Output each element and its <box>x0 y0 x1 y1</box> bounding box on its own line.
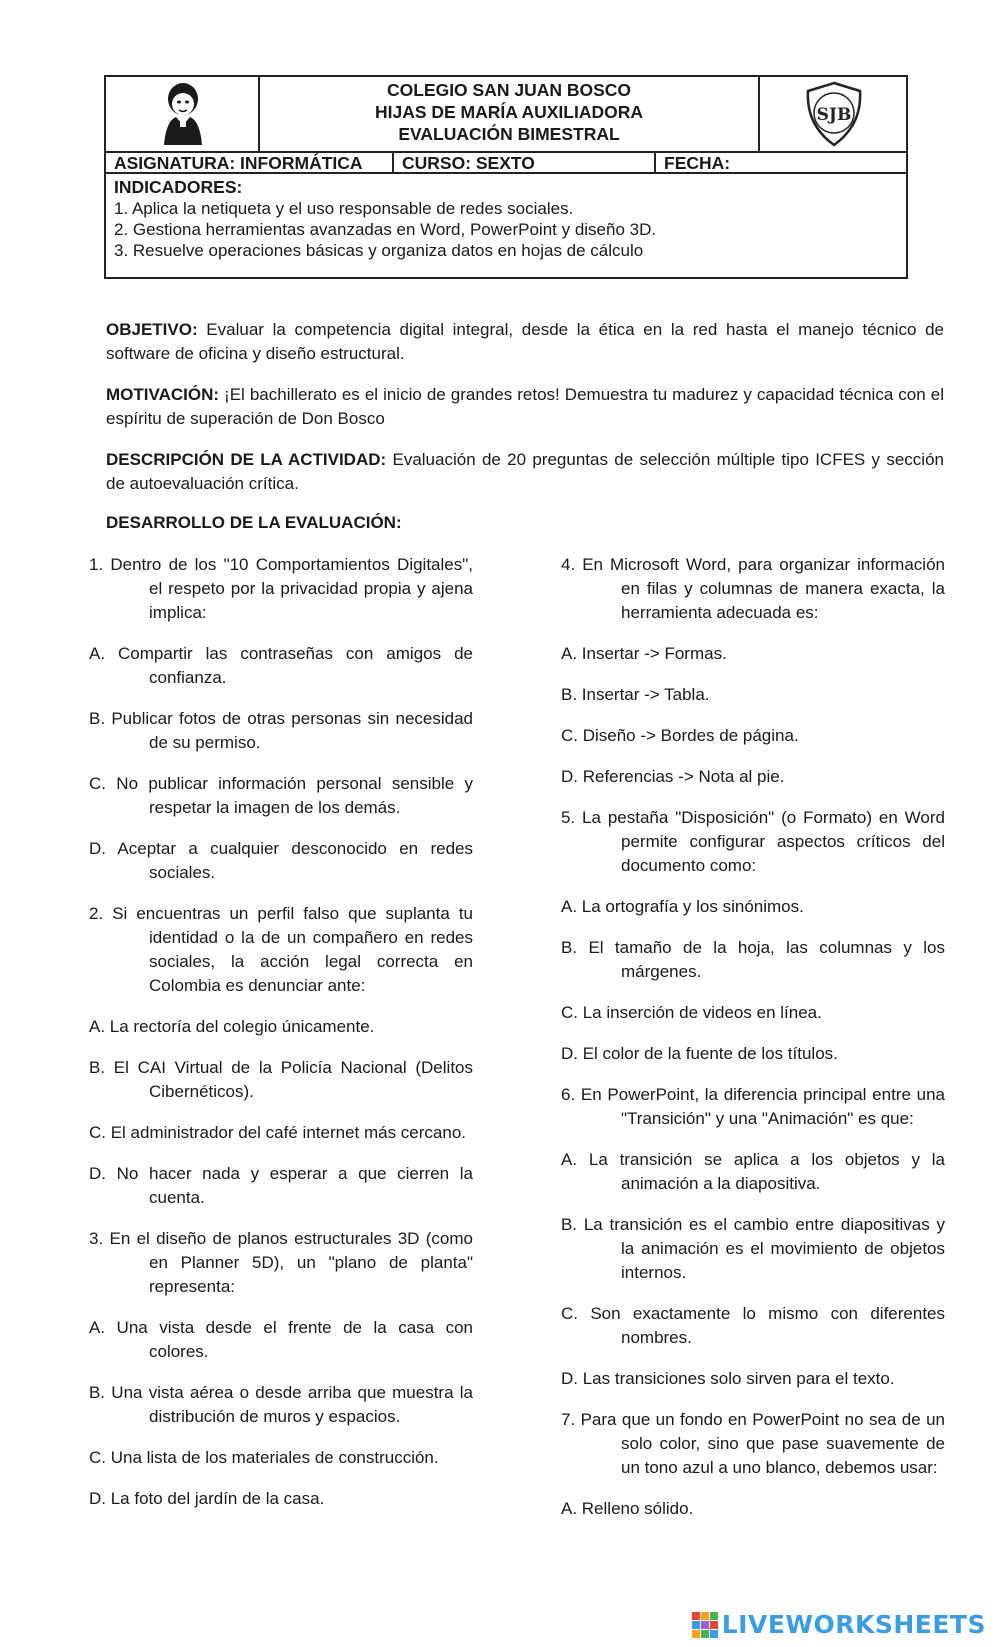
brand-block <box>692 1630 700 1638</box>
subject-cell: ASIGNATURA: INFORMÁTICA <box>114 153 363 173</box>
indicators-block <box>114 177 656 261</box>
indicators-label: INDICADORES: <box>114 177 243 197</box>
founder-portrait-cell <box>106 77 260 151</box>
answer-option[interactable]: D. Las transiciones solo sirven para el texto. <box>561 1369 895 1388</box>
left-question-column <box>89 553 473 1528</box>
answer-option[interactable]: D. La foto del jardín de la casa. <box>89 1489 325 1508</box>
answer-option[interactable]: B. Insertar -> Tabla. <box>561 685 710 704</box>
question-stem: 3. En el diseño de planos estructurales 3D (como en Planner 5D), un "plano de planta" representa: <box>89 1229 473 1296</box>
school-seal-icon <box>760 77 908 151</box>
header-table <box>104 75 908 279</box>
brand-block <box>692 1621 700 1629</box>
header-titles <box>260 79 758 145</box>
indicator-item: 1. Aplica la netiqueta y el uso responsable de redes sociales. <box>114 199 574 218</box>
brand-block <box>710 1612 718 1620</box>
indicator-item: 3. Resuelve operaciones básicas y organiza datos en hojas de cálculo <box>114 241 644 260</box>
description-paragraph <box>106 448 944 496</box>
answer-option[interactable]: C. La inserción de videos en línea. <box>561 1003 822 1022</box>
answer-option[interactable]: D. Referencias -> Nota al pie. <box>561 767 785 786</box>
brand-block <box>710 1630 718 1638</box>
answer-option[interactable]: B. La transición es el cambio entre diapositivas y la animación es el movimiento de objetos internos. <box>561 1215 945 1282</box>
brand-block <box>710 1621 718 1629</box>
header-top-row <box>106 77 906 153</box>
congregation-name: HIJAS DE MARÍA AUXILIADORA <box>374 102 644 122</box>
cell-divider <box>392 153 394 172</box>
answer-option[interactable]: A. Una vista desde el frente de la casa con colores. <box>89 1318 473 1361</box>
answer-option[interactable]: C. Son exactamente lo mismo con diferentes nombres. <box>561 1304 945 1347</box>
motivation-text: ¡El bachillerato es el inicio de grandes retos! Demuestra tu madurez y capacidad técnica con el espíritu de superación de Don Bosco <box>106 385 944 428</box>
question-stem: 1. Dentro de los "10 Comportamientos Digitales", el respeto por la privacidad propia y ajena implica: <box>89 555 473 622</box>
objective-label: OBJETIVO: <box>106 320 198 339</box>
date-cell: FECHA: <box>664 153 731 173</box>
answer-option[interactable]: A. La transición se aplica a los objetos y la animación a la diapositiva. <box>561 1150 945 1193</box>
answer-option[interactable]: B. El tamaño de la hoja, las columnas y los márgenes. <box>561 938 945 981</box>
school-name: COLEGIO SAN JUAN BOSCO <box>386 80 632 100</box>
grade-cell: CURSO: SEXTO <box>402 153 535 173</box>
objective-paragraph <box>106 318 944 366</box>
question-stem: 6. En PowerPoint, la diferencia principal entre una "Transición" y una "Animación" es que: <box>561 1085 945 1128</box>
brand-block <box>701 1630 709 1638</box>
description-label: DESCRIPCIÓN DE LA ACTIVIDAD: <box>106 450 387 469</box>
answer-option[interactable]: A. La rectoría del colegio únicamente. <box>89 1017 375 1036</box>
answer-option[interactable]: C. Diseño -> Bordes de página. <box>561 726 799 745</box>
brand-block <box>701 1612 709 1620</box>
indicator-item: 2. Gestiona herramientas avanzadas en Word, PowerPoint y diseño 3D. <box>114 220 657 239</box>
answer-option[interactable]: C. No publicar información personal sensible y respetar la imagen de los demás. <box>89 774 473 817</box>
answer-option[interactable]: B. Publicar fotos de otras personas sin necesidad de su permiso. <box>89 709 473 752</box>
answer-option[interactable]: D. Aceptar a cualquier desconocido en redes sociales. <box>89 839 473 882</box>
answer-option[interactable]: A. La ortografía y los sinónimos. <box>561 897 804 916</box>
brand-logo-icon <box>692 1612 718 1638</box>
seal-letters: SJB <box>816 105 852 125</box>
motivation-label: MOTIVACIÓN: <box>106 385 220 404</box>
school-seal-cell <box>758 77 906 151</box>
question-stem: 2. Si encuentras un perfil falso que suplanta tu identidad o la de un compañero en redes sociales, la acción legal correcta en Colombia es denunciar ante: <box>89 904 473 995</box>
brand-block <box>701 1621 709 1629</box>
exam-type: EVALUACIÓN BIMESTRAL <box>398 124 620 144</box>
answer-option[interactable]: A. Relleno sólido. <box>561 1499 694 1518</box>
question-stem: 7. Para que un fondo en PowerPoint no sea de un solo color, sino que pase suavemente de un tono azul a uno blanco, debemos usar: <box>561 1410 945 1477</box>
description-text: Evaluación de 20 preguntas de selección múltiple tipo ICFES y sección de autoevaluación crítica. <box>106 450 944 493</box>
founder-portrait-icon <box>106 77 260 151</box>
motivation-paragraph <box>106 383 944 431</box>
answer-option[interactable]: B. Una vista aérea o desde arriba que muestra la distribución de muros y espacios. <box>89 1383 473 1426</box>
liveworksheets-brand <box>692 1610 986 1639</box>
right-question-column <box>561 553 945 1538</box>
answer-option[interactable]: A. Compartir las contraseñas con amigos de confianza. <box>89 644 473 687</box>
question-stem: 5. La pestaña "Disposición" (o Formato) en Word permite configurar aspectos críticos del documento como: <box>561 808 945 875</box>
answer-option[interactable]: D. El color de la fuente de los títulos. <box>561 1044 838 1063</box>
objective-text: Evaluar la competencia digital integral, desde la ética en la red hasta el manejo técnico de software de oficina y diseño estructural. <box>106 320 944 363</box>
header-info-row <box>106 153 906 174</box>
question-stem: 4. En Microsoft Word, para organizar información en filas y columnas de manera exacta, la herramienta adecuada es: <box>561 555 945 622</box>
cell-divider <box>654 153 656 172</box>
brand-name: LIVEWORKSHEETS <box>721 1610 986 1639</box>
brand-block <box>692 1612 700 1620</box>
answer-option[interactable]: C. Una lista de los materiales de construcción. <box>89 1448 439 1467</box>
development-title: DESARROLLO DE LA EVALUACIÓN: <box>106 513 402 532</box>
answer-option[interactable]: B. El CAI Virtual de la Policía Nacional (Delitos Cibernéticos). <box>89 1058 473 1101</box>
answer-option[interactable]: C. El administrador del café internet más cercano. <box>89 1123 467 1142</box>
answer-option[interactable]: A. Insertar -> Formas. <box>561 644 727 663</box>
answer-option[interactable]: D. No hacer nada y esperar a que cierren la cuenta. <box>89 1164 473 1207</box>
